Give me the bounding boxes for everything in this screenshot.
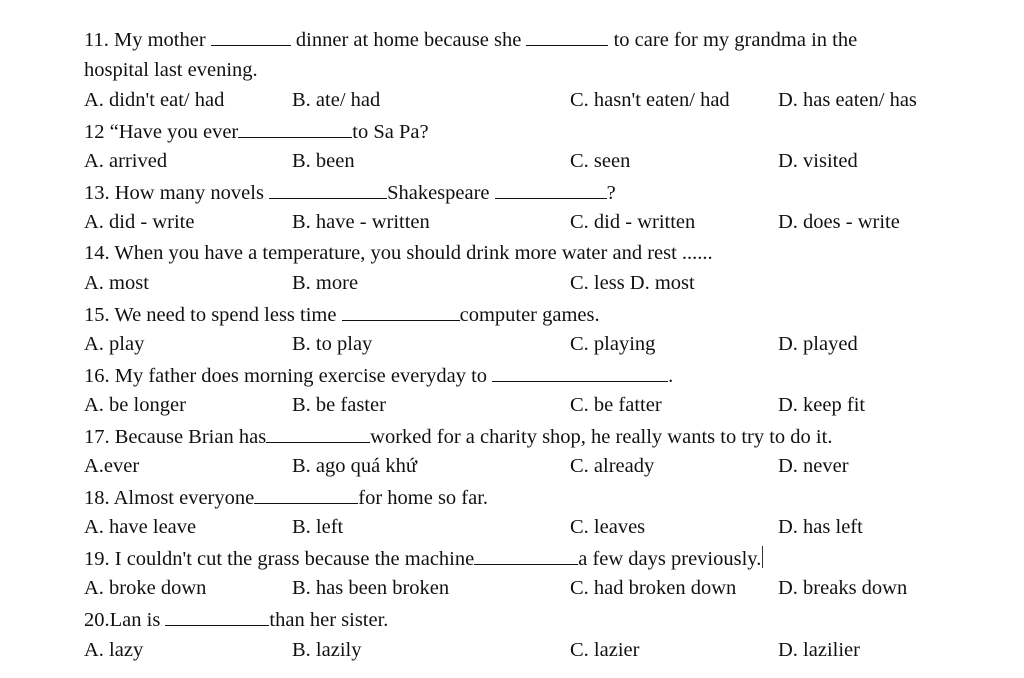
question-20: [84, 604, 388, 634]
answer-blank: [492, 360, 668, 382]
option-b: B. have - written: [292, 211, 430, 233]
option-c: C. did - written: [570, 211, 696, 233]
question-16-text-1: 16. My father does morning exercise everyday to: [84, 365, 493, 387]
question-20-options: [84, 635, 1004, 665]
text-cursor: [762, 546, 763, 568]
option-d: D. never: [778, 455, 849, 477]
question-15: [84, 299, 600, 329]
option-a: A. be longer: [84, 394, 186, 416]
question-17-text-2: worked for a charity shop, he really wants to try to do it.: [370, 426, 833, 448]
question-17-text-1: 17. Because Brian has: [84, 426, 267, 448]
question-15-text-2: computer games.: [459, 304, 600, 326]
answer-blank: [495, 177, 607, 199]
question-19-options: [84, 573, 1004, 603]
answer-blank: [342, 299, 460, 321]
option-b: B. left: [292, 516, 344, 538]
option-a: A.ever: [84, 455, 140, 477]
question-11: [84, 24, 857, 54]
question-14: 14. When you have a temperature, you should drink more water and rest ......: [84, 242, 713, 264]
option-d: D. has left: [778, 516, 863, 538]
answer-blank: [266, 421, 370, 443]
question-17: [84, 421, 832, 451]
question-13-text-2: Shakespeare: [387, 182, 495, 204]
option-c: C. leaves: [570, 516, 646, 538]
answer-blank: [165, 604, 269, 626]
option-d: D. played: [778, 333, 858, 355]
option-d: D. visited: [778, 150, 858, 172]
question-18: [84, 482, 488, 512]
question-15-text-1: 15. We need to spend less time: [84, 304, 342, 326]
question-19: [84, 543, 763, 573]
option-b: B. be faster: [292, 394, 386, 416]
option-c: C. less D. most: [570, 272, 695, 294]
option-b: B. ago quá khứ: [292, 455, 417, 477]
answer-blank: [254, 482, 358, 504]
option-c: C. playing: [570, 333, 656, 355]
question-16-text-2: .: [668, 365, 674, 387]
answer-blank: [526, 24, 608, 46]
answer-blank: [211, 24, 291, 46]
question-15-options: [84, 329, 1004, 359]
option-a: A. lazy: [84, 639, 144, 661]
option-d: D. breaks down: [778, 577, 908, 599]
option-b: B. to play: [292, 333, 373, 355]
question-12-options: [84, 146, 1004, 176]
question-17-options: [84, 451, 1004, 481]
option-a: A. have leave: [84, 516, 197, 538]
question-11-text-2: dinner at home because she: [290, 29, 527, 51]
option-c: C. lazier: [570, 639, 640, 661]
question-18-text-2: for home so far.: [358, 487, 489, 509]
answer-blank: [474, 543, 578, 565]
question-13-options: [84, 207, 1004, 237]
option-d: D. has eaten/ has: [778, 89, 917, 111]
option-d: D. keep fit: [778, 394, 866, 416]
question-16-options: [84, 390, 1004, 420]
option-c: C. be fatter: [570, 394, 662, 416]
option-d: D. does - write: [778, 211, 900, 233]
option-d: D. lazilier: [778, 639, 860, 661]
question-16: [84, 360, 673, 390]
question-14-options: [84, 268, 1004, 298]
option-a: A. didn't eat/ had: [84, 89, 225, 111]
question-19-text-2: a few days previously.: [578, 548, 762, 570]
question-12: [84, 116, 429, 146]
option-b: B. been: [292, 150, 355, 172]
question-13-text-3: ?: [606, 182, 616, 204]
question-11-text-3: to care for my grandma in the: [608, 29, 858, 51]
question-20-text-1: 20.Lan is: [84, 609, 166, 631]
question-20-text-2: than her sister.: [269, 609, 389, 631]
question-18-options: [84, 512, 1004, 542]
option-b: B. more: [292, 272, 359, 294]
option-b: B. lazily: [292, 639, 362, 661]
question-12-text-1: 12 “Have you ever: [84, 121, 239, 143]
question-12-text-2: to Sa Pa?: [352, 121, 429, 143]
option-c: C. hasn't eaten/ had: [570, 89, 730, 111]
option-a: A. did - write: [84, 211, 195, 233]
option-c: C. had broken down: [570, 577, 737, 599]
option-a: A. most: [84, 272, 149, 294]
question-11-continuation: hospital last evening.: [84, 59, 258, 81]
option-a: A. arrived: [84, 150, 168, 172]
question-18-text-1: 18. Almost everyone: [84, 487, 255, 509]
option-b: B. ate/ had: [292, 89, 381, 111]
option-a: A. play: [84, 333, 145, 355]
answer-blank: [269, 177, 387, 199]
question-19-text-1: 19. I couldn't cut the grass because the machine: [84, 548, 475, 570]
question-11-options: [84, 85, 1004, 115]
question-11-text-1: 11. My mother: [84, 29, 211, 51]
answer-blank: [238, 116, 352, 138]
option-c: C. seen: [570, 150, 631, 172]
option-a: A. broke down: [84, 577, 207, 599]
option-b: B. has been broken: [292, 577, 450, 599]
option-c: C. already: [570, 455, 655, 477]
question-13: [84, 177, 616, 207]
question-13-text-1: 13. How many novels: [84, 182, 270, 204]
